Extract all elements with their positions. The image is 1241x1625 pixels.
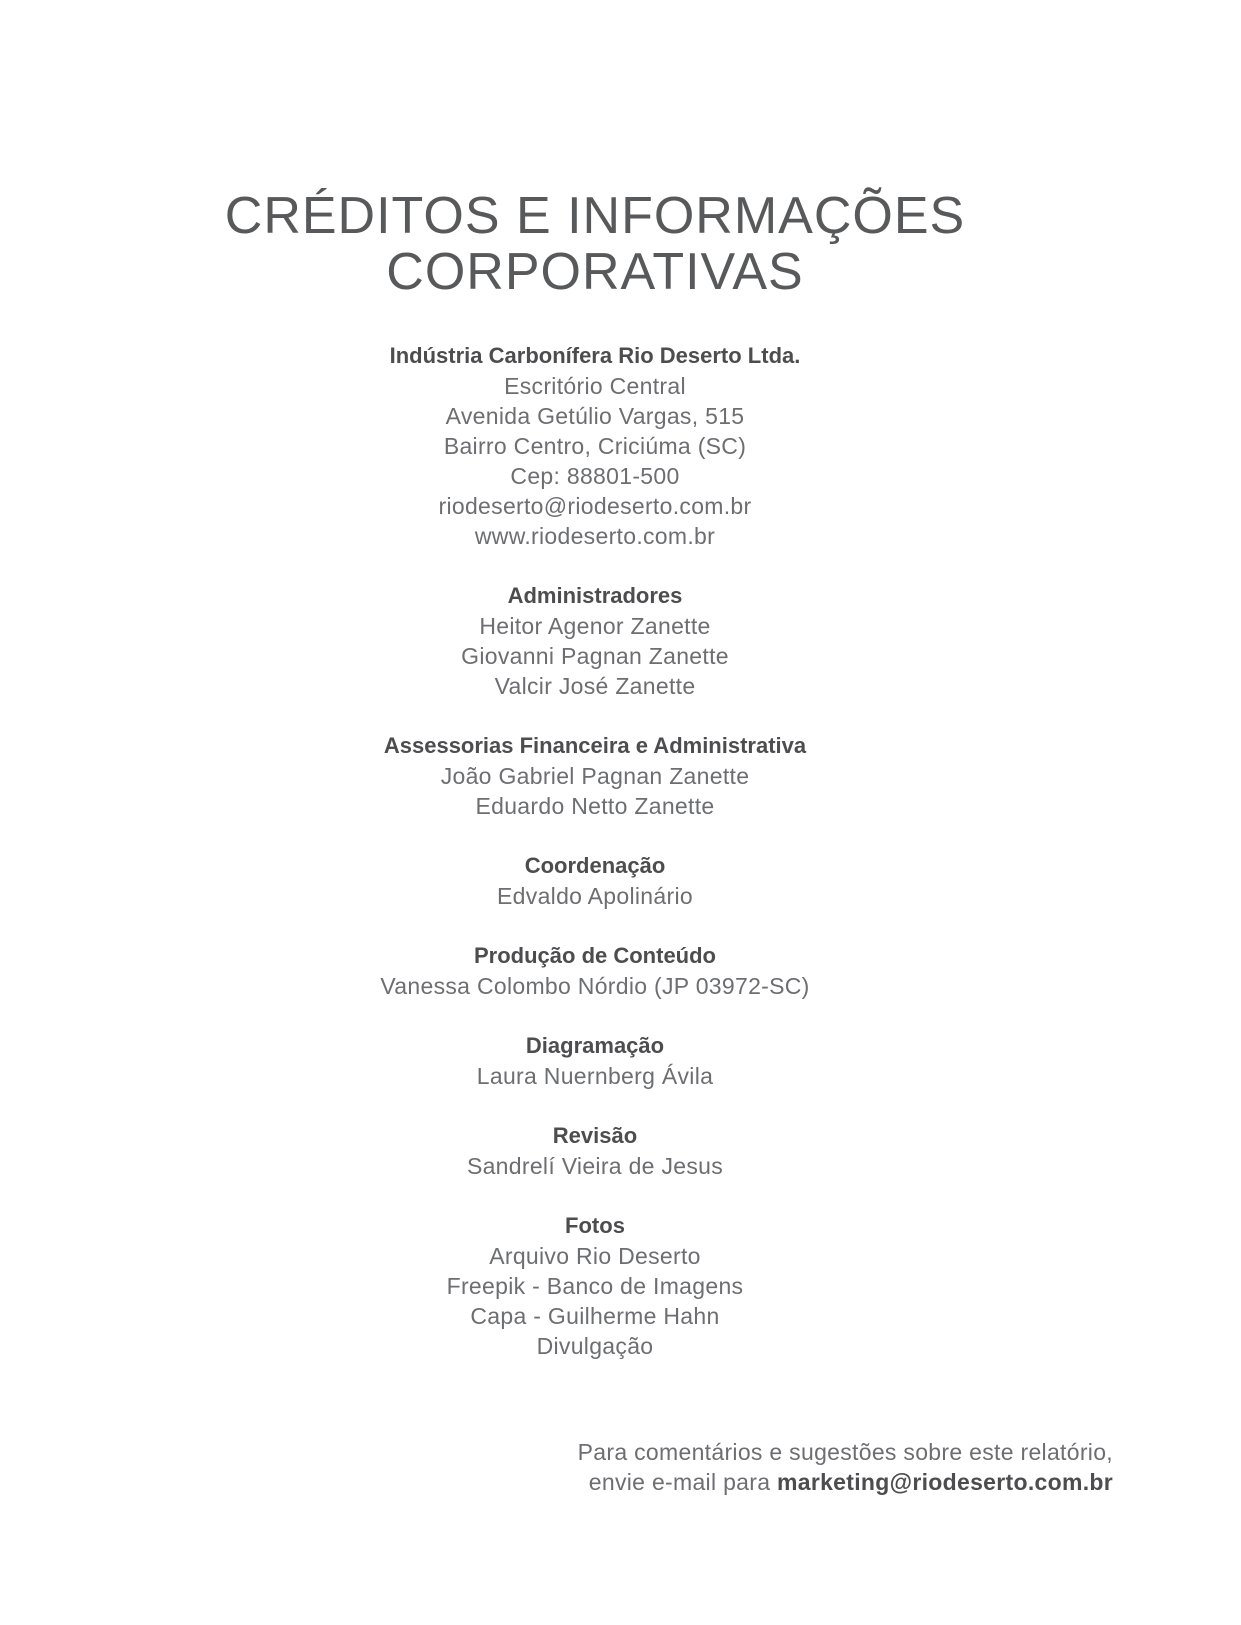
section-line: Sandrelí Vieira de Jesus xyxy=(466,1153,724,1179)
section-line: Divulgação xyxy=(536,1333,654,1359)
section-heading: Fotos xyxy=(565,1213,625,1238)
section-line: Vanessa Colombo Nórdio (JP 03972-SC) xyxy=(380,973,810,999)
feedback-note xyxy=(578,1437,1113,1497)
section-administradores xyxy=(0,581,1190,701)
section-line: Freepik - Banco de Imagens xyxy=(446,1273,744,1299)
credits-list xyxy=(0,341,1190,1391)
section-line: João Gabriel Pagnan Zanette xyxy=(440,763,750,789)
company-district: Bairro Centro, Criciúma (SC) xyxy=(443,433,747,459)
section-assessorias xyxy=(0,731,1190,821)
feedback-prefix: envie e-mail para xyxy=(588,1469,777,1495)
section-line: Valcir José Zanette xyxy=(494,673,696,699)
marketing-email-link[interactable]: marketing@riodeserto.com.br xyxy=(777,1469,1113,1495)
section-line: Edvaldo Apolinário xyxy=(497,883,693,909)
section-heading: Administradores xyxy=(507,583,683,608)
page-title-line-1: CRÉDITOS E INFORMAÇÕES xyxy=(224,187,966,245)
section-line: Arquivo Rio Deserto xyxy=(489,1243,701,1269)
feedback-line-2 xyxy=(578,1467,1113,1497)
section-coordenacao xyxy=(0,851,1190,911)
section-heading: Coordenação xyxy=(524,853,666,878)
section-line: Capa - Guilherme Hahn xyxy=(470,1303,720,1329)
company-name: Indústria Carbonífera Rio Deserto Ltda. xyxy=(389,343,801,368)
company-cep: Cep: 88801-500 xyxy=(510,463,680,489)
company-address: Avenida Getúlio Vargas, 515 xyxy=(445,403,745,429)
section-fotos xyxy=(0,1211,1190,1361)
page-title xyxy=(0,188,1190,300)
page-title-line-2: CORPORATIVAS xyxy=(386,243,804,301)
section-revisao xyxy=(0,1121,1190,1181)
section-heading: Diagramação xyxy=(525,1033,665,1058)
section-diagramacao xyxy=(0,1031,1190,1091)
section-heading: Produção de Conteúdo xyxy=(474,943,716,968)
section-producao xyxy=(0,941,1190,1001)
section-line: Laura Nuernberg Ávila xyxy=(476,1063,714,1089)
feedback-line-1: Para comentários e sugestões sobre este relatório, xyxy=(577,1439,1113,1465)
company-email: riodeserto@riodeserto.com.br xyxy=(438,493,752,519)
section-heading: Assessorias Financeira e Administrativa xyxy=(383,733,807,758)
section-heading: Revisão xyxy=(552,1123,638,1148)
company-website: www.riodeserto.com.br xyxy=(474,523,716,549)
company-office: Escritório Central xyxy=(504,373,686,399)
company-section xyxy=(0,341,1190,551)
section-line: Heitor Agenor Zanette xyxy=(479,613,711,639)
section-line: Giovanni Pagnan Zanette xyxy=(461,643,729,669)
section-line: Eduardo Netto Zanette xyxy=(475,793,715,819)
